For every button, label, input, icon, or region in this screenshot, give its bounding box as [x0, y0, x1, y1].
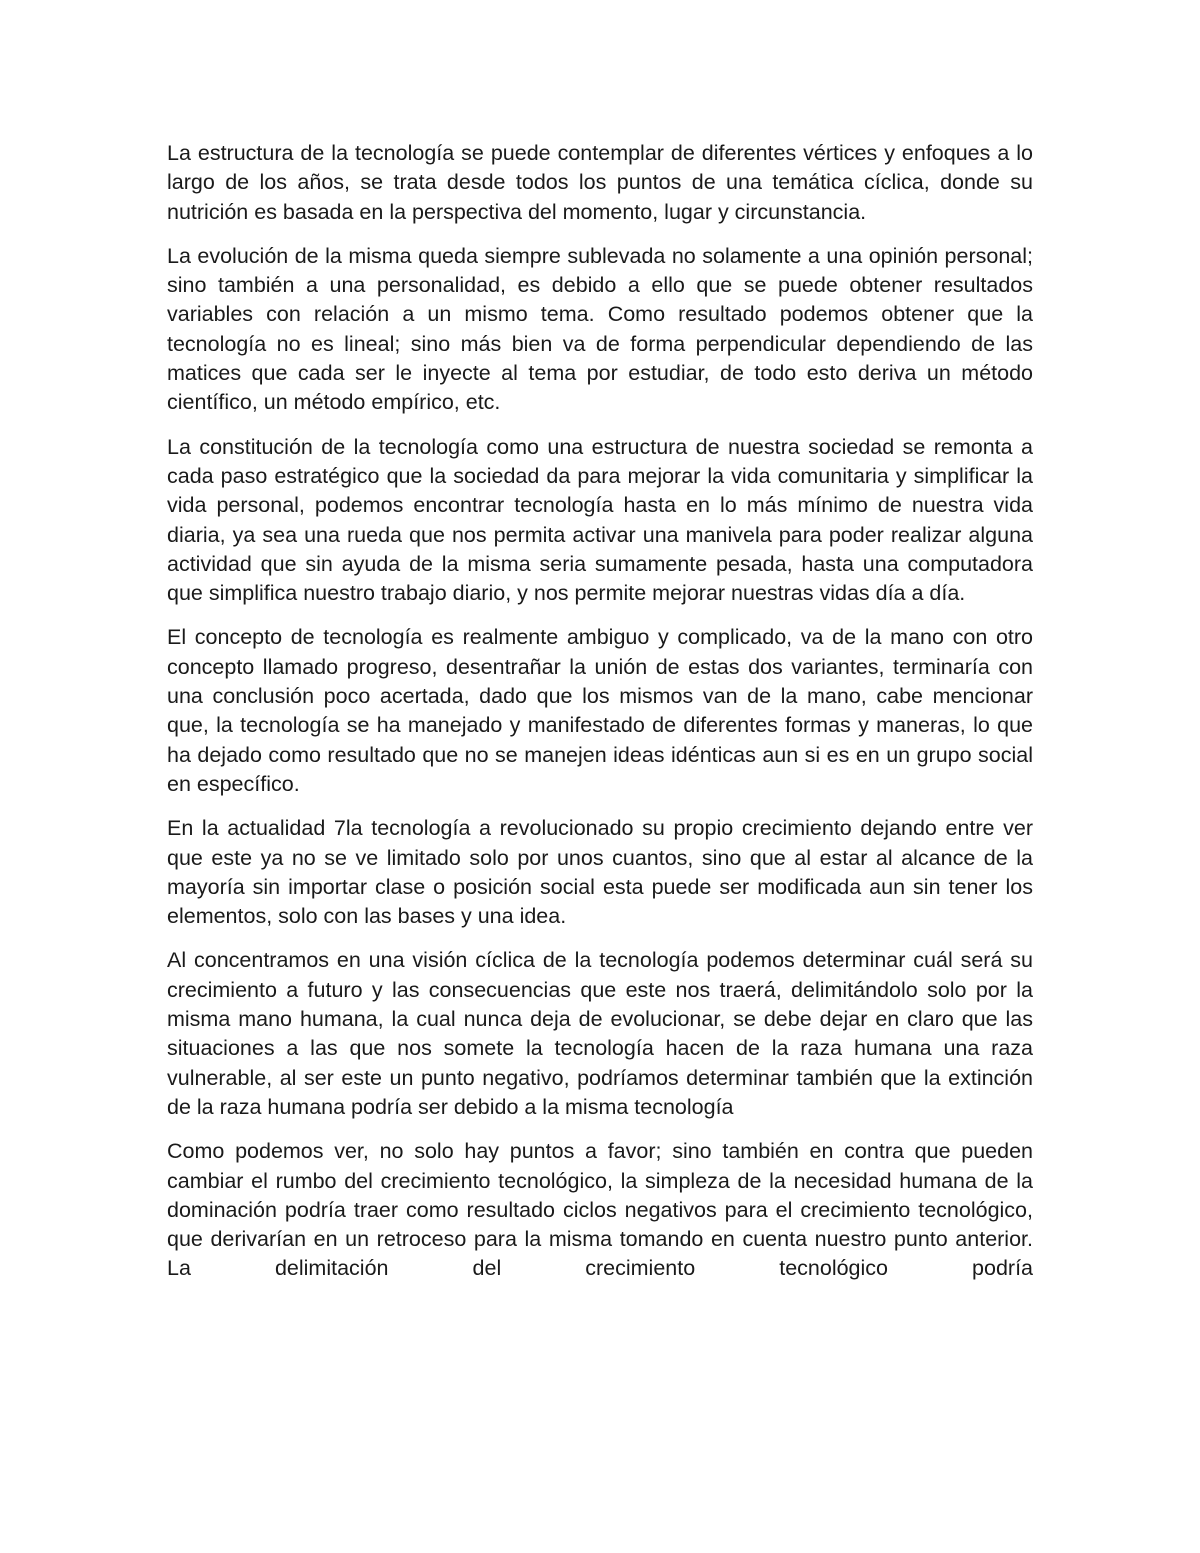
- paragraph-2: La evolución de la misma queda siempre sublevada no solamente a una opinión personal; sino también a una personalidad, es debido a ello que se puede obtener resultados variables con relación a un mismo tema. Como resultado podemos obtener que la tecnología no es lineal; sino más bien va de forma perpendicular dependiendo de las matices que cada ser le inyecte al tema por estudiar, de todo esto deriva un método científico, un método empírico, etc.: [167, 243, 1033, 415]
- paragraph-1: La estructura de la tecnología se puede contemplar de diferentes vértices y enfoques a lo largo de los años, se trata desde todos los puntos de una temática cíclica, donde su nutrición es basada en la perspectiva del momento, lugar y circunstancia.: [167, 141, 1033, 224]
- document-body: [167, 139, 1033, 1299]
- paragraph-7: Como podemos ver, no solo hay puntos a favor; sino también en contra que pueden cambiar el rumbo del crecimiento tecnológico, la simpleza de la necesidad humana de la dominación podría traer como resultado ciclos negativos para el crecimiento tecnológico, que derivarían en un retroceso para la misma tomando en cuenta nuestro punto anterior. La delimitación del crecimiento tecnológico podría: [167, 1139, 1033, 1281]
- paragraph-4: El concepto de tecnología es realmente ambiguo y complicado, va de la mano con otro concepto llamado progreso, desentrañar la unión de estas dos variantes, terminaría con una conclusión poco acertada, dado que los mismos van de la mano, cabe mencionar que, la tecnología se ha manejado y manifestado de diferentes formas y maneras, lo que ha dejado como resultado que no se manejen ideas idénticas aun si es en un grupo social en específico.: [167, 625, 1033, 796]
- paragraph-5: En la actualidad 7la tecnología a revolucionado su propio crecimiento dejando entre ver que este ya no se ve limitado solo por unos cuantos, sino que al estar al alcance de la mayoría sin importar clase o posición social esta puede ser modificada aun sin tener los elementos, solo con las bases y una idea.: [167, 816, 1033, 929]
- paragraph-3: La constitución de la tecnología como una estructura de nuestra sociedad se remonta a cada paso estratégico que la sociedad da para mejorar la vida comunitaria y simplificar la vida personal, podemos encontrar tecnología hasta en lo más mínimo de nuestra vida diaria, ya sea una rueda que nos permita activar una manivela para poder realizar alguna actividad que sin ayuda de la misma seria sumamente pesada, hasta una computadora que simplifica nuestro trabajo diario, y nos permite mejorar nuestras vidas día a día.: [167, 434, 1033, 606]
- paragraph-6: Al concentramos en una visión cíclica de la tecnología podemos determinar cuál será su crecimiento a futuro y las consecuencias que este nos traerá, delimitándolo solo por la misma mano humana, la cual nunca deja de evolucionar, se debe dejar en claro que las situaciones a las que nos somete la tecnología hacen de la raza humana una raza vulnerable, al ser este un punto negativo, podríamos determinar también que la extinción de la raza humana podría ser debido a la misma tecnología: [167, 948, 1033, 1119]
